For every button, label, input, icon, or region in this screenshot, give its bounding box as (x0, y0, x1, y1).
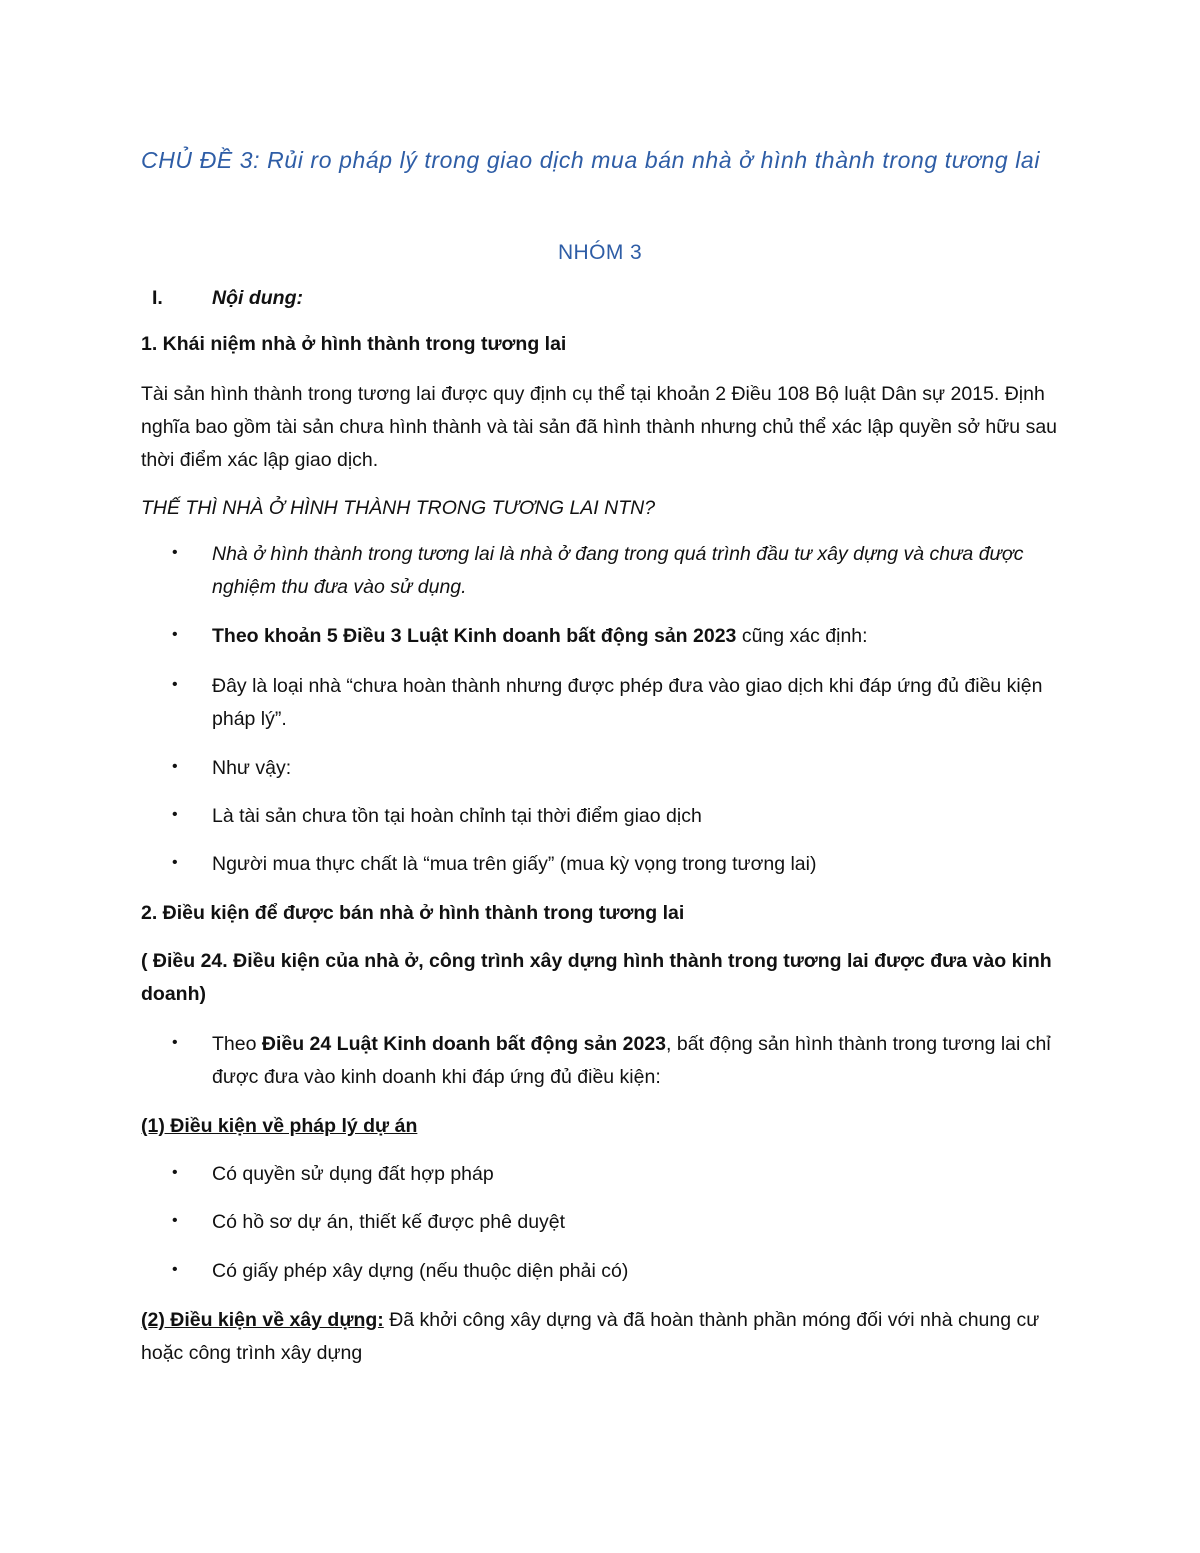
bullet-item: Đây là loại nhà “chưa hoàn thành nhưng được phép đưa vào giao dịch khi đáp ứng đủ điều kiện pháp lý”. (212, 675, 1043, 730)
question-heading: THẾ THÌ NHÀ Ở HÌNH THÀNH TRONG TƯƠNG LAI NTN? (141, 497, 656, 519)
condition-heading-legal: (1) Điều kiện về pháp lý dự án (141, 1115, 418, 1137)
law-reference: Điều 24 Luật Kinh doanh bất động sản 2023 (261, 1033, 667, 1055)
bullet-glyph: • (172, 1034, 178, 1051)
paragraph-definition: Tài sản hình thành trong tương lai được quy định cụ thể tại khoản 2 Điều 108 Bộ luật Dân sự 2015. Định nghĩa bao gồm tài sản chưa hình thành và tài sản đã hình thành nhưng chủ thể xác lập quyền sở hữu sau thời điểm xác lập giao dịch. (141, 383, 1058, 471)
bullet-item: Người mua thực chất là “mua trên giấy” (mua kỳ vọng trong tương lai) (212, 853, 817, 875)
bullet-glyph: • (172, 676, 178, 693)
bullet-glyph: • (172, 1164, 178, 1181)
bullet-text: cũng xác định: (736, 625, 868, 647)
bullet-text: , bất động sản hình thành trong tương lai chỉ được đưa vào kinh doanh khi đáp ứng đủ điều kiện: (212, 1033, 1051, 1088)
heading-concept: 1. Khái niệm nhà ở hình thành trong tương lai (141, 333, 567, 355)
bullet-item: Có quyền sử dụng đất hợp pháp (212, 1163, 494, 1185)
bullet-item: Nhà ở hình thành trong tương lai là nhà ở đang trong quá trình đầu tư xây dựng và chưa được nghiệm thu đưa vào sử dụng. (212, 543, 1024, 598)
bullet-glyph: • (172, 854, 178, 871)
bullet-item (212, 620, 868, 653)
section-content-label: Nội dung: (212, 287, 303, 309)
bullet-item: Có hồ sơ dự án, thiết kế được phê duyệt (212, 1211, 566, 1233)
bullet-item: Như vậy: (212, 757, 292, 779)
document-title: CHỦ ĐỀ 3: Rủi ro pháp lý trong giao dịch mua bán nhà ở hình thành trong tương lai (141, 147, 1041, 173)
article-reference: ( Điều 24. Điều kiện của nhà ở, công trình xây dựng hình thành trong tương lai được đưa vào kinh doanh) (141, 950, 1052, 1005)
bullet-item: Là tài sản chưa tồn tại hoàn chỉnh tại thời điểm giao dịch (212, 805, 702, 827)
condition-heading-construction: (2) Điều kiện về xây dựng: (141, 1309, 384, 1331)
law-reference: Theo khoản 5 Điều 3 Luật Kinh doanh bất động sản 2023 (212, 625, 737, 647)
bullet-glyph: • (172, 544, 178, 561)
bullet-glyph: • (172, 806, 178, 823)
bullet-item: Có giấy phép xây dựng (nếu thuộc diện phải có) (212, 1260, 629, 1282)
condition-text: Đã khởi công xây dựng và đã hoàn thành phần móng đối với nhà chung cư hoặc công trình xây dựng (141, 1309, 1040, 1364)
bullet-glyph: • (172, 626, 178, 643)
bullet-glyph: • (172, 1212, 178, 1229)
bullet-glyph: • (172, 758, 178, 775)
bullet-text: Theo (212, 1033, 262, 1055)
section-roman-numeral: I. (152, 287, 163, 309)
condition-construction (141, 1304, 1041, 1370)
heading-conditions: 2. Điều kiện để được bán nhà ở hình thành trong tương lai (141, 902, 685, 924)
bullet-glyph: • (172, 1261, 178, 1278)
bullet-item (212, 1028, 1072, 1094)
group-heading: NHÓM 3 (557, 241, 643, 264)
